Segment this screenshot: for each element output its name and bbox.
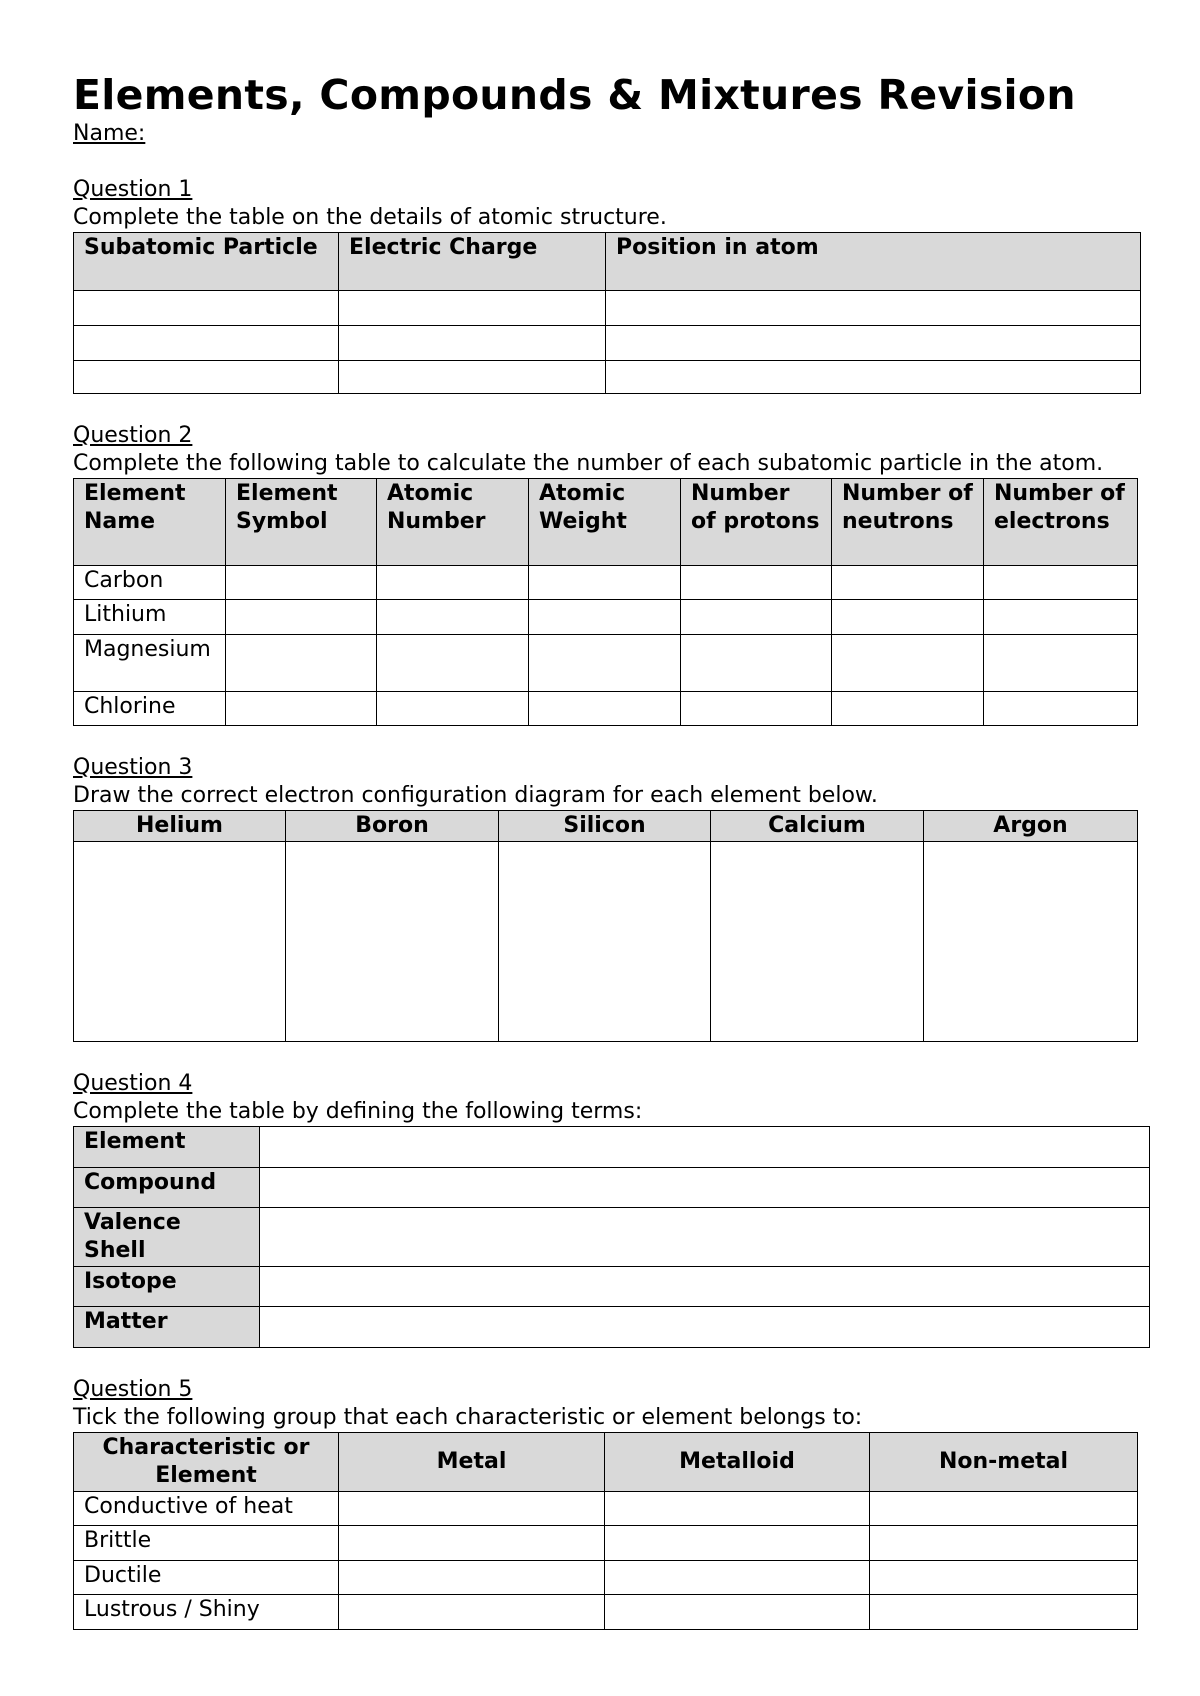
q1-heading: Question 1	[73, 177, 193, 202]
answer-cell[interactable]	[984, 635, 1138, 692]
table-header: Number of protons	[681, 479, 832, 566]
table-header: Non-metal	[870, 1433, 1138, 1492]
tick-cell[interactable]	[870, 1561, 1138, 1595]
name-label: Name:	[73, 121, 146, 146]
table-header: Silicon	[499, 811, 711, 842]
answer-cell[interactable]	[74, 291, 339, 326]
definition-cell[interactable]	[260, 1127, 1150, 1168]
answer-cell[interactable]	[339, 326, 606, 361]
tick-cell[interactable]	[339, 1526, 605, 1561]
table-header: Element Name	[74, 479, 226, 566]
table-row	[74, 566, 1138, 600]
tick-cell[interactable]	[605, 1492, 870, 1526]
answer-cell[interactable]	[339, 361, 606, 394]
term-label: Valence Shell	[74, 1208, 260, 1267]
answer-cell[interactable]	[377, 566, 529, 600]
table-header: Characteristic or Element	[74, 1433, 339, 1492]
drawing-cell[interactable]	[74, 842, 286, 1042]
element-name-cell: Chlorine	[74, 692, 226, 726]
drawing-cell[interactable]	[286, 842, 499, 1042]
q4-instruction: Complete the table by defining the following terms:	[73, 1099, 643, 1124]
characteristic-label: Brittle	[74, 1526, 339, 1561]
table-row	[74, 1561, 1138, 1595]
table-header: Number of electrons	[984, 479, 1138, 566]
table-row	[74, 1127, 1150, 1168]
table-header: Atomic Number	[377, 479, 529, 566]
q2-table	[73, 478, 1138, 726]
tick-cell[interactable]	[605, 1526, 870, 1561]
table-header: Position in atom	[606, 233, 1141, 291]
answer-cell[interactable]	[681, 635, 832, 692]
table-header: Metal	[339, 1433, 605, 1492]
q1-table	[73, 232, 1141, 394]
page-title: Elements, Compounds & Mixtures Revision	[73, 71, 1076, 119]
table-header: Subatomic Particle	[74, 233, 339, 291]
drawing-cell[interactable]	[711, 842, 924, 1042]
answer-cell[interactable]	[226, 635, 377, 692]
table-row	[74, 1526, 1138, 1561]
q5-heading: Question 5	[73, 1377, 193, 1402]
answer-cell[interactable]	[226, 600, 377, 635]
answer-cell[interactable]	[984, 566, 1138, 600]
table-header-row	[74, 1433, 1138, 1492]
drawing-cell[interactable]	[499, 842, 711, 1042]
answer-cell[interactable]	[74, 326, 339, 361]
answer-cell[interactable]	[832, 600, 984, 635]
table-row	[74, 326, 1141, 361]
answer-cell[interactable]	[226, 692, 377, 726]
drawing-cell[interactable]	[924, 842, 1138, 1042]
answer-cell[interactable]	[681, 600, 832, 635]
term-label: Matter	[74, 1307, 260, 1348]
table-header: Boron	[286, 811, 499, 842]
answer-cell[interactable]	[606, 361, 1141, 394]
term-label: Element	[74, 1127, 260, 1168]
table-header: Helium	[74, 811, 286, 842]
term-label: Compound	[74, 1168, 260, 1208]
table-row	[74, 1595, 1138, 1630]
answer-cell[interactable]	[339, 291, 606, 326]
characteristic-label: Lustrous / Shiny	[74, 1595, 339, 1630]
definition-cell[interactable]	[260, 1307, 1150, 1348]
table-header: Argon	[924, 811, 1138, 842]
answer-cell[interactable]	[226, 566, 377, 600]
q5-instruction: Tick the following group that each characteristic or element belongs to:	[73, 1405, 863, 1430]
tick-cell[interactable]	[339, 1561, 605, 1595]
answer-cell[interactable]	[832, 635, 984, 692]
element-name-cell: Magnesium	[74, 635, 226, 692]
element-name-cell: Lithium	[74, 600, 226, 635]
q4-heading: Question 4	[73, 1071, 193, 1096]
answer-cell[interactable]	[681, 566, 832, 600]
table-header: Metalloid	[605, 1433, 870, 1492]
table-header: Electric Charge	[339, 233, 606, 291]
answer-cell[interactable]	[377, 600, 529, 635]
tick-cell[interactable]	[870, 1526, 1138, 1561]
table-row	[74, 1168, 1150, 1208]
tick-cell[interactable]	[339, 1595, 605, 1630]
tick-cell[interactable]	[870, 1492, 1138, 1526]
table-header: Element Symbol	[226, 479, 377, 566]
table-row	[74, 1267, 1150, 1307]
table-header-row	[74, 811, 1138, 842]
table-row	[74, 635, 1138, 692]
definition-cell[interactable]	[260, 1267, 1150, 1307]
drawing-row	[74, 842, 1138, 1042]
definition-cell[interactable]	[260, 1208, 1150, 1267]
answer-cell[interactable]	[74, 361, 339, 394]
definition-cell[interactable]	[260, 1168, 1150, 1208]
answer-cell[interactable]	[832, 566, 984, 600]
table-row	[74, 1208, 1150, 1267]
table-header-row	[74, 479, 1138, 566]
tick-cell[interactable]	[605, 1595, 870, 1630]
q1-instruction: Complete the table on the details of atomic structure.	[73, 205, 667, 230]
answer-cell[interactable]	[606, 291, 1141, 326]
q2-heading: Question 2	[73, 423, 193, 448]
q2-instruction: Complete the following table to calculate the number of each subatomic particle in the atom.	[73, 451, 1104, 476]
q3-table	[73, 810, 1138, 1042]
q3-heading: Question 3	[73, 755, 193, 780]
table-header: Number of neutrons	[832, 479, 984, 566]
tick-cell[interactable]	[605, 1561, 870, 1595]
table-header-row	[74, 233, 1141, 291]
answer-cell[interactable]	[529, 635, 681, 692]
answer-cell[interactable]	[606, 326, 1141, 361]
answer-cell[interactable]	[984, 600, 1138, 635]
tick-cell[interactable]	[870, 1595, 1138, 1630]
q5-table	[73, 1432, 1138, 1630]
answer-cell[interactable]	[529, 692, 681, 726]
table-row	[74, 692, 1138, 726]
answer-cell[interactable]	[529, 566, 681, 600]
q3-instruction: Draw the correct electron configuration diagram for each element below.	[73, 783, 878, 808]
answer-cell[interactable]	[681, 692, 832, 726]
table-header: Calcium	[711, 811, 924, 842]
table-row	[74, 1307, 1150, 1348]
answer-cell[interactable]	[832, 692, 984, 726]
term-label: Isotope	[74, 1267, 260, 1307]
table-row	[74, 1492, 1138, 1526]
table-header: Atomic Weight	[529, 479, 681, 566]
answer-cell[interactable]	[377, 692, 529, 726]
answer-cell[interactable]	[529, 600, 681, 635]
element-name-cell: Carbon	[74, 566, 226, 600]
worksheet-page	[73, 70, 1143, 1630]
tick-cell[interactable]	[339, 1492, 605, 1526]
answer-cell[interactable]	[377, 635, 529, 692]
characteristic-label: Conductive of heat	[74, 1492, 339, 1526]
answer-cell[interactable]	[984, 692, 1138, 726]
table-row	[74, 291, 1141, 326]
table-row	[74, 361, 1141, 394]
table-row	[74, 600, 1138, 635]
q4-table	[73, 1126, 1150, 1348]
characteristic-label: Ductile	[74, 1561, 339, 1595]
